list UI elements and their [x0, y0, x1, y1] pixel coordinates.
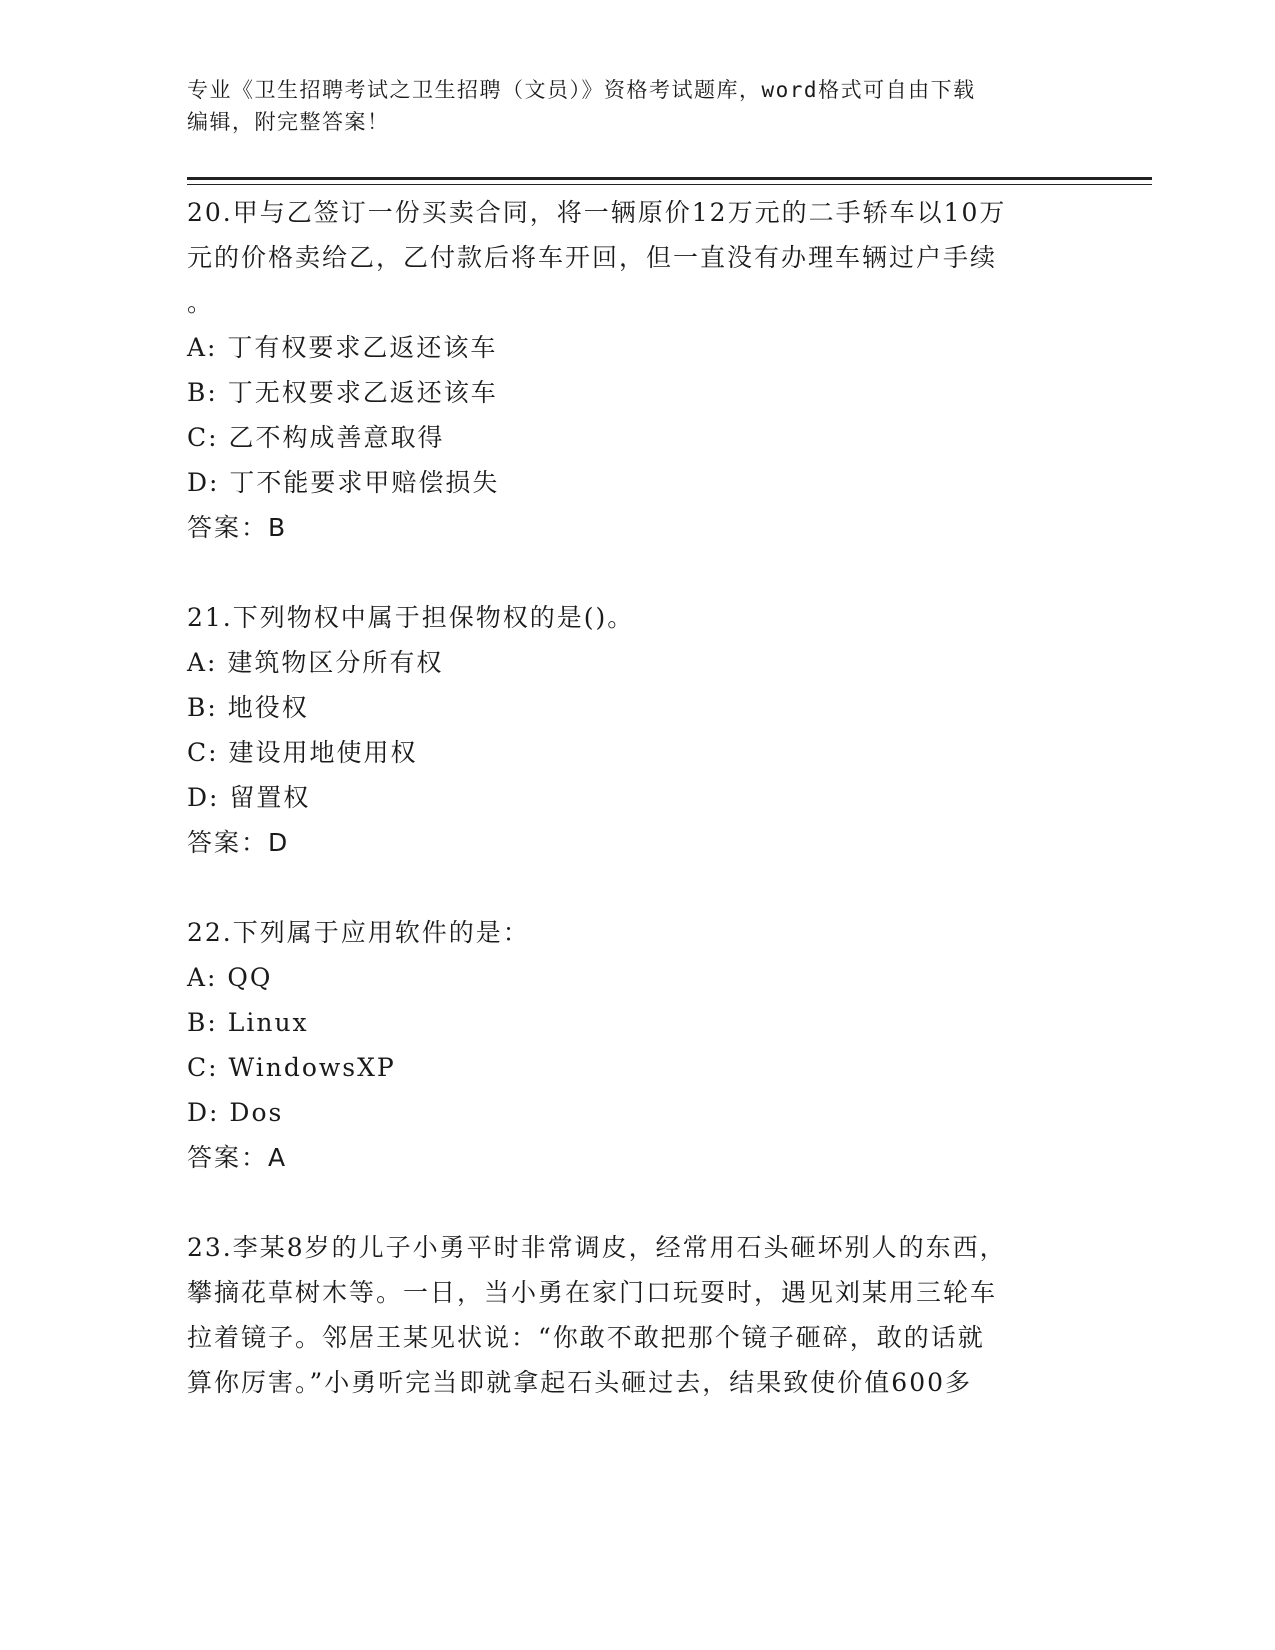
option-a: A: QQ	[187, 963, 273, 992]
header-line-2: 编辑，附完整答案！	[187, 110, 390, 134]
option-c: C: 乙不构成善意取得	[187, 423, 445, 452]
question-text-line: 拉着镜子。邻居王某见状说：“你敢不敢把那个镜子砸碎，敢的话就	[187, 1323, 985, 1352]
option-b: B: 丁无权要求乙返还该车	[187, 378, 498, 407]
answer-label: 答案：D	[187, 828, 290, 857]
question-text-line: 20.甲与乙签订一份买卖合同，将一辆原价12万元的二手轿车以10万	[187, 198, 1007, 227]
header-line-1: 专业《卫生招聘考试之卫生招聘（文员）》资格考试题库，word格式可自由下载	[187, 78, 976, 102]
option-b: B: 地役权	[187, 693, 309, 722]
document-header	[187, 74, 1087, 138]
answer-label: 答案：B	[187, 513, 288, 542]
question-list	[187, 190, 1067, 1405]
option-d: D: 丁不能要求甲赔偿损失	[187, 468, 500, 497]
question-text-line: 元的价格卖给乙，乙付款后将车开回，但一直没有办理车辆过户手续	[187, 243, 998, 272]
answer-label: 答案：A	[187, 1143, 288, 1172]
header-divider-thin	[187, 184, 1152, 185]
question-text-line: 22.下列属于应用软件的是：	[187, 918, 530, 947]
option-a: A: 建筑物区分所有权	[187, 648, 444, 677]
question-text-line: 23.李某8岁的儿子小勇平时非常调皮，经常用石头砸坏别人的东西，	[187, 1233, 1007, 1262]
option-a: A: 丁有权要求乙返还该车	[187, 333, 498, 362]
option-b: B: Linux	[187, 1008, 309, 1037]
question-21	[187, 595, 1067, 865]
question-20	[187, 190, 1067, 550]
header-divider-thick	[187, 177, 1152, 180]
question-22	[187, 910, 1067, 1180]
question-spacer	[187, 550, 1067, 595]
question-text-line: 算你厉害。”小勇听完当即就拿起石头砸过去，结果致使价值600多	[187, 1368, 973, 1397]
question-text-line: 攀摘花草树木等。一日，当小勇在家门口玩耍时，遇见刘某用三轮车	[187, 1278, 998, 1307]
option-c: C: 建设用地使用权	[187, 738, 418, 767]
option-c: C: WindowsXP	[187, 1053, 396, 1082]
question-text-line: 。	[187, 288, 215, 317]
option-d: D: 留置权	[187, 783, 311, 812]
question-23	[187, 1225, 1067, 1405]
question-spacer	[187, 865, 1067, 910]
question-spacer	[187, 1180, 1067, 1225]
question-text-line: 21.下列物权中属于担保物权的是()。	[187, 603, 635, 632]
option-d: D: Dos	[187, 1098, 284, 1127]
